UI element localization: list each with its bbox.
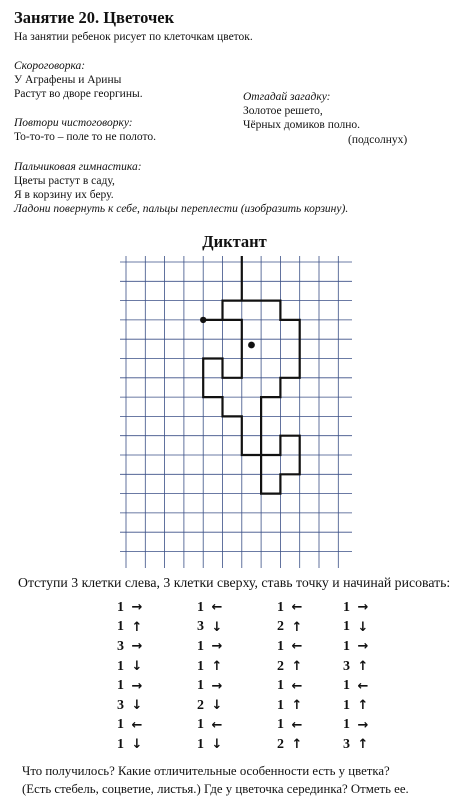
finger-gym-heading: Пальчиковая гимнастика: (14, 161, 142, 173)
direction-arrow-icon: → (131, 600, 143, 616)
step-count: 2 (197, 697, 204, 713)
command-cell (188, 735, 224, 755)
step-count: 1 (277, 599, 284, 615)
direction-arrow-icon: ↑ (291, 619, 303, 635)
command-cell (108, 676, 144, 696)
tongue-twister-line: Растут во дворе георгины. (14, 88, 143, 100)
dictation-grid (120, 256, 352, 568)
step-count: 1 (343, 619, 350, 635)
tongue-twister-heading: Скороговорка: (14, 60, 86, 72)
command-cell (268, 657, 304, 677)
step-count: 3 (117, 697, 124, 713)
step-count: 2 (277, 736, 284, 752)
step-count: 3 (197, 619, 204, 635)
step-count: 1 (197, 658, 204, 674)
command-cell (268, 618, 304, 638)
command-cell (334, 716, 370, 736)
start-instruction: Отступи 3 клетки слева, 3 клетки сверху, ставь точку и начинай рисовать: (18, 575, 451, 590)
direction-arrow-icon: → (131, 678, 143, 694)
lesson-intro: На занятии ребенок рисует по клеточкам цветок. (14, 31, 253, 43)
direction-arrow-icon: ← (291, 600, 303, 616)
direction-arrow-icon: → (211, 678, 223, 694)
command-row (108, 657, 388, 677)
riddle-line: Чёрных домиков полно. (243, 119, 360, 131)
command-row (108, 637, 388, 657)
step-count: 3 (343, 658, 350, 674)
command-cell (334, 676, 370, 696)
question-line: (Есть стебель, соцветие, листья.) Где у цветочка серединка? Отметь ее. (22, 782, 409, 796)
command-cell (188, 637, 224, 657)
direction-arrow-icon: ← (291, 717, 303, 733)
step-count: 1 (117, 599, 124, 615)
direction-arrow-icon: → (131, 639, 143, 655)
command-cell (108, 618, 144, 638)
step-count: 1 (197, 717, 204, 733)
command-cell (108, 637, 144, 657)
direction-arrow-icon: ↑ (357, 698, 369, 714)
command-cell (108, 735, 144, 755)
direction-arrow-icon: ↓ (357, 619, 369, 635)
finger-gym-instruction: Ладони повернуть к себе, пальцы переплести (изобразить корзину). (14, 203, 349, 215)
question-line: Что получилось? Какие отличительные особенности есть у цветка? (22, 764, 390, 778)
direction-arrow-icon: ↓ (211, 737, 223, 753)
direction-arrow-icon: ← (357, 678, 369, 694)
tongue-twister-line: У Аграфены и Арины (14, 74, 122, 86)
step-count: 1 (197, 678, 204, 694)
command-cell (268, 637, 304, 657)
direction-arrow-icon: ↑ (131, 619, 143, 635)
direction-arrow-icon: ← (291, 639, 303, 655)
pure-speech-line: То-то-то – поле то не полото. (14, 131, 157, 143)
step-count: 1 (277, 697, 284, 713)
step-count: 2 (277, 658, 284, 674)
direction-arrow-icon: ↓ (211, 619, 223, 635)
step-count: 1 (117, 736, 124, 752)
command-cell (334, 735, 370, 755)
step-count: 1 (117, 619, 124, 635)
step-count: 1 (117, 658, 124, 674)
step-count: 1 (197, 599, 204, 615)
command-cell (268, 716, 304, 736)
direction-arrow-icon: ↓ (131, 737, 143, 753)
direction-arrow-icon: ↑ (357, 737, 369, 753)
command-table (108, 598, 388, 755)
command-cell (188, 716, 224, 736)
direction-arrow-icon: ↓ (131, 659, 143, 675)
direction-arrow-icon: ↓ (211, 698, 223, 714)
command-cell (268, 676, 304, 696)
riddle-heading: Отгадай загадку: (243, 91, 331, 103)
command-cell (334, 657, 370, 677)
step-count: 1 (197, 736, 204, 752)
step-count: 1 (343, 638, 350, 654)
command-cell (108, 598, 144, 618)
command-row (108, 598, 388, 618)
direction-arrow-icon: → (211, 639, 223, 655)
direction-arrow-icon: → (357, 600, 369, 616)
command-cell (188, 696, 224, 716)
step-count: 1 (117, 678, 124, 694)
direction-arrow-icon: ↑ (291, 737, 303, 753)
direction-arrow-icon: ↑ (291, 659, 303, 675)
riddle-answer: (подсолнух) (348, 134, 408, 146)
command-cell (334, 696, 370, 716)
command-cell (334, 637, 370, 657)
flower-outline (203, 256, 300, 494)
step-count: 1 (277, 638, 284, 654)
direction-arrow-icon: ↑ (291, 698, 303, 714)
pure-speech-heading: Повтори чистоговорку: (14, 117, 133, 129)
lesson-title: Занятие 20. Цветочек (14, 8, 175, 27)
finger-gym-line: Цветы растут в саду, (14, 175, 115, 187)
step-count: 1 (343, 678, 350, 694)
flower-center-dot (248, 342, 255, 349)
step-count: 1 (343, 599, 350, 615)
step-count: 1 (197, 638, 204, 654)
step-count: 1 (117, 717, 124, 733)
finger-gym-line: Я в корзину их беру. (14, 189, 114, 201)
command-cell (108, 716, 144, 736)
command-cell (268, 696, 304, 716)
direction-arrow-icon: ← (131, 717, 143, 733)
command-cell (334, 598, 370, 618)
step-count: 3 (117, 638, 124, 654)
step-count: 2 (277, 619, 284, 635)
direction-arrow-icon: ↓ (131, 698, 143, 714)
command-cell (188, 657, 224, 677)
command-cell (334, 618, 370, 638)
direction-arrow-icon: ← (291, 678, 303, 694)
command-row (108, 716, 388, 736)
direction-arrow-icon: → (357, 639, 369, 655)
direction-arrow-icon: → (357, 717, 369, 733)
start-dot (200, 317, 206, 323)
dictation-title: Диктант (202, 232, 267, 251)
command-row (108, 735, 388, 755)
step-count: 1 (343, 717, 350, 733)
direction-arrow-icon: ↑ (357, 659, 369, 675)
command-row (108, 696, 388, 716)
direction-arrow-icon: ← (211, 717, 223, 733)
step-count: 1 (277, 717, 284, 733)
command-cell (108, 696, 144, 716)
command-cell (188, 598, 224, 618)
command-cell (108, 657, 144, 677)
step-count: 1 (343, 697, 350, 713)
command-row (108, 676, 388, 696)
command-cell (188, 618, 224, 638)
step-count: 1 (277, 678, 284, 694)
step-count: 3 (343, 736, 350, 752)
command-cell (268, 735, 304, 755)
command-cell (188, 676, 224, 696)
riddle-line: Золотое решето, (243, 105, 323, 117)
direction-arrow-icon: ← (211, 600, 223, 616)
command-row (108, 618, 388, 638)
direction-arrow-icon: ↑ (211, 659, 223, 675)
command-cell (268, 598, 304, 618)
